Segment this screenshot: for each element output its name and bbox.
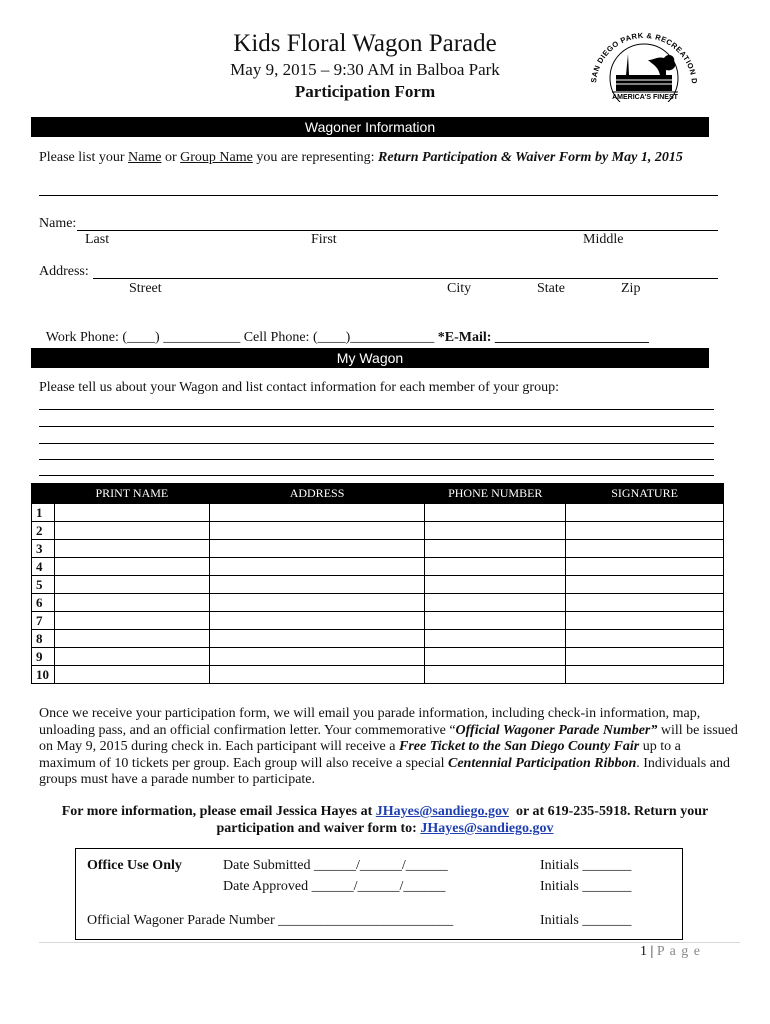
phone-cell[interactable] xyxy=(425,558,566,576)
event-date: May 9, 2015 – 9:30 AM in Balboa Park xyxy=(230,60,500,79)
name-label: Name: xyxy=(39,216,77,231)
table-row xyxy=(32,522,724,540)
svg-text:SAN DIEGO PARK & RECREATION DE: SAN DIEGO PARK & RECREATION D xyxy=(589,30,700,85)
address-cell[interactable] xyxy=(209,648,425,666)
row-number: 4 xyxy=(32,558,55,576)
table-row xyxy=(32,504,724,522)
table-row xyxy=(32,558,724,576)
name-cell[interactable] xyxy=(54,504,209,522)
date-submitted-field[interactable]: Date Submitted ______/______/______ xyxy=(223,858,448,873)
name-part-first: First xyxy=(311,232,337,247)
signature-cell[interactable] xyxy=(566,612,724,630)
name-part-middle: Middle xyxy=(583,232,624,247)
table-row xyxy=(32,666,724,684)
row-number: 8 xyxy=(32,630,55,648)
address-cell[interactable] xyxy=(209,558,425,576)
table-header-row xyxy=(32,484,724,504)
row-number: 9 xyxy=(32,648,55,666)
address-field[interactable] xyxy=(93,278,718,279)
wagon-instructions: Please tell us about your Wagon and list contact information for each member of your group: xyxy=(39,380,559,395)
name-field[interactable] xyxy=(77,230,718,231)
row-number: 10 xyxy=(32,666,55,684)
group-name-line[interactable] xyxy=(39,195,718,196)
office-use-label: Office Use Only xyxy=(87,858,182,873)
phone-fields[interactable]: Work Phone: (____) ___________ Cell Phone: (____)____________ xyxy=(45,330,438,345)
signature-cell[interactable] xyxy=(566,594,724,612)
signature-cell[interactable] xyxy=(566,666,724,684)
phone-cell[interactable] xyxy=(425,504,566,522)
parade-number-field[interactable]: Official Wagoner Parade Number _________________________ xyxy=(87,913,454,928)
table-row xyxy=(32,576,724,594)
address-part-zip: Zip xyxy=(621,281,641,296)
address-part-state: State xyxy=(537,281,565,296)
column-header-signature: SIGNATURE xyxy=(566,484,724,504)
phone-cell[interactable] xyxy=(425,612,566,630)
page-number: 1 | P a g e xyxy=(640,944,702,959)
name-cell[interactable] xyxy=(54,558,209,576)
address-cell[interactable] xyxy=(209,666,425,684)
column-header-number xyxy=(32,484,55,504)
address-cell[interactable] xyxy=(209,522,425,540)
table-row xyxy=(32,594,724,612)
section-heading-wagoner: Wagoner Information xyxy=(31,117,709,137)
section-heading-my-wagon: My Wagon xyxy=(31,348,709,368)
column-header-print-name: PRINT NAME xyxy=(54,484,209,504)
wagon-line-1[interactable] xyxy=(39,409,714,410)
email-link[interactable]: JHayes@sandiego.gov xyxy=(375,804,509,819)
wagon-line-5[interactable] xyxy=(39,475,714,476)
info-paragraph: Once we receive your participation form, we will email you parade information, including check-in information, map, unloading pass, and an official confirmation letter. Your commemorative “Official Wagoner Parade Number” will be issued on May 9, 2015 during check in. Each participant will receive a Free Ticket to the San Diego County Fair up to a maximum of 10 tickets per group. Each group will also receive a special Centennial Participation Ribbon. Individuals and groups must have a parade number to participate. xyxy=(39,706,738,787)
row-number: 6 xyxy=(32,594,55,612)
initials-field-2[interactable]: Initials _______ xyxy=(540,879,632,894)
name-cell[interactable] xyxy=(54,540,209,558)
name-cell[interactable] xyxy=(54,612,209,630)
initials-field-1[interactable]: Initials _______ xyxy=(540,858,632,873)
address-cell[interactable] xyxy=(209,630,425,648)
signature-cell[interactable] xyxy=(566,522,724,540)
phone-cell[interactable] xyxy=(425,522,566,540)
signature-cell[interactable] xyxy=(566,648,724,666)
name-cell[interactable] xyxy=(54,522,209,540)
table-row xyxy=(32,612,724,630)
table-row xyxy=(32,648,724,666)
column-header-phone: PHONE NUMBER xyxy=(425,484,566,504)
wagon-line-3[interactable] xyxy=(39,443,714,444)
address-cell[interactable] xyxy=(209,576,425,594)
phone-cell[interactable] xyxy=(425,594,566,612)
name-cell[interactable] xyxy=(54,576,209,594)
phone-cell[interactable] xyxy=(425,666,566,684)
date-approved-field[interactable]: Date Approved ______/______/______ xyxy=(223,879,446,894)
phone-cell[interactable] xyxy=(425,648,566,666)
phone-cell[interactable] xyxy=(425,576,566,594)
wagon-line-2[interactable] xyxy=(39,426,714,427)
address-cell[interactable] xyxy=(209,594,425,612)
page-title: Kids Floral Wagon Parade xyxy=(233,30,497,57)
signature-cell[interactable] xyxy=(566,558,724,576)
table-row xyxy=(32,630,724,648)
address-label: Address: xyxy=(39,264,89,279)
signature-cell[interactable] xyxy=(566,630,724,648)
park-recreation-logo xyxy=(582,20,702,102)
contact-line-1: For more information, please email Jessica Hayes at JHayes@sandiego.gov or at 619-235-5918. Return your xyxy=(61,804,709,819)
phone-cell[interactable] xyxy=(425,630,566,648)
contact-line-2: participation and waiver form to: JHayes@sandiego.gov xyxy=(216,821,554,836)
svg-text:AMERICA'S FINEST: AMERICA'S FINEST xyxy=(612,94,678,101)
name-cell[interactable] xyxy=(54,594,209,612)
address-part-street: Street xyxy=(129,281,162,296)
row-number: 3 xyxy=(32,540,55,558)
address-cell[interactable] xyxy=(209,540,425,558)
name-part-last: Last xyxy=(85,232,110,247)
address-cell[interactable] xyxy=(209,612,425,630)
column-header-address: ADDRESS xyxy=(209,484,425,504)
address-part-city: City xyxy=(447,281,472,296)
signature-cell[interactable] xyxy=(566,540,724,558)
phone-email-line[interactable] xyxy=(39,314,649,346)
table-row xyxy=(32,540,724,558)
email-link-2[interactable]: JHayes@sandiego.gov xyxy=(420,821,554,836)
row-number: 2 xyxy=(32,522,55,540)
wagon-line-4[interactable] xyxy=(39,459,714,460)
name-cell[interactable] xyxy=(54,648,209,666)
email-field[interactable]: *E-Mail: ______________________ xyxy=(437,330,649,345)
name-cell[interactable] xyxy=(54,630,209,648)
row-number: 5 xyxy=(32,576,55,594)
row-number: 7 xyxy=(32,612,55,630)
initials-field-3[interactable]: Initials _______ xyxy=(540,913,632,928)
signature-cell[interactable] xyxy=(566,504,724,522)
row-number: 1 xyxy=(32,504,55,522)
footer-divider xyxy=(39,942,740,943)
wagoner-instructions: Please list your Name or Group Name you are representing: Return Participation & Waiver Form by May 1, 2015 xyxy=(39,150,683,165)
phone-cell[interactable] xyxy=(425,540,566,558)
signature-cell[interactable] xyxy=(566,576,724,594)
group-members-table xyxy=(31,483,724,684)
name-cell[interactable] xyxy=(54,666,209,684)
form-name: Participation Form xyxy=(294,82,436,101)
address-cell[interactable] xyxy=(209,504,425,522)
